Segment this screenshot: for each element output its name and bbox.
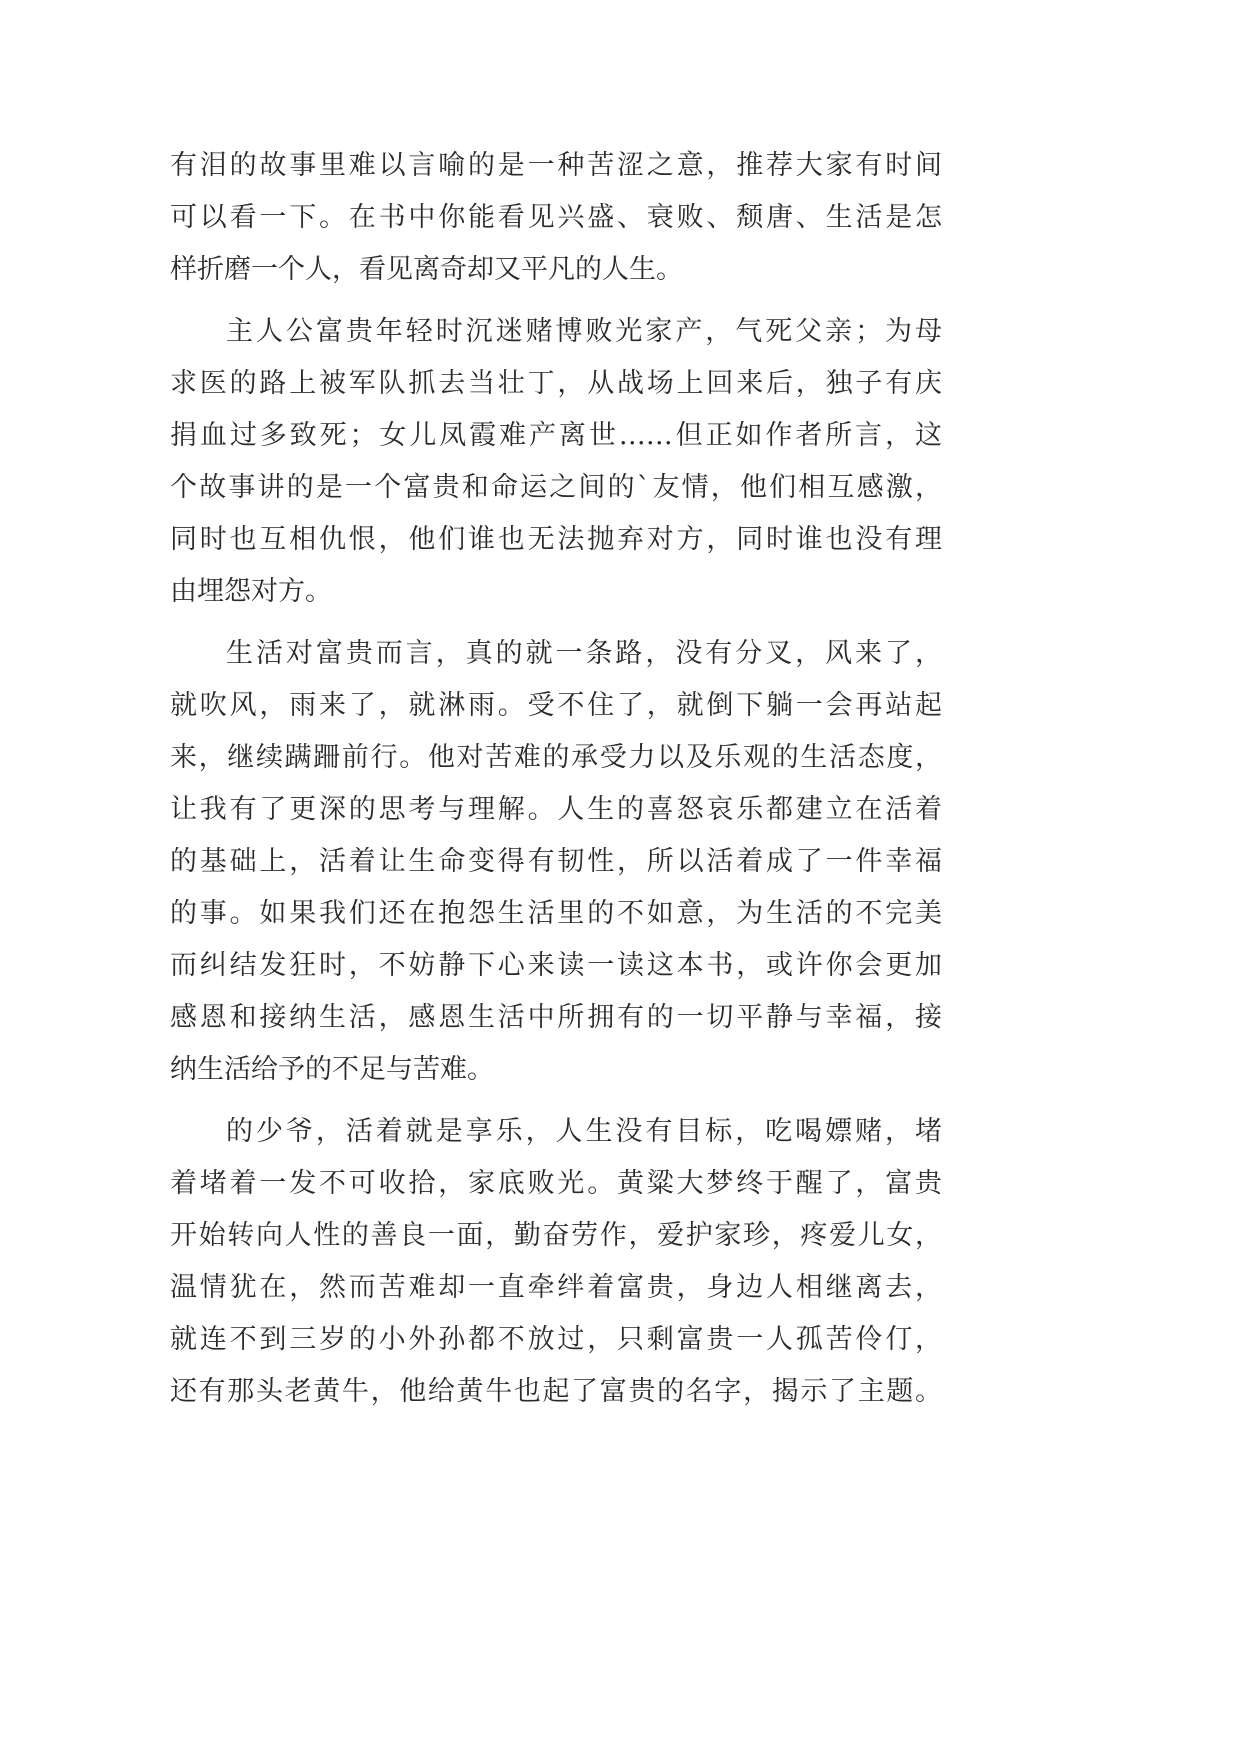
text-line: 开始转向人性的善良一面，勤奋劳作，爱护家珍，疼爱儿女， — [170, 1220, 942, 1251]
text-line: 求医的路上被军队抓去当壮丁，从战场上回来后，独子有庆 — [170, 368, 942, 399]
text-line: 的基础上，活着让生命变得有韧性，所以活着成了一件幸福 — [170, 846, 942, 877]
paragraph — [170, 140, 942, 296]
text-line: 就连不到三岁的小外孙都不放过，只剩富贵一人孤苦伶仃， — [170, 1324, 942, 1355]
text-line: 着堵着一发不可收拾，家底败光。黄粱大梦终于醒了，富贵 — [170, 1168, 942, 1199]
text-line: 样折磨一个人，看见离奇却又平凡的人生。 — [170, 254, 683, 285]
text-line: 捐血过多致死；女儿凤霞难产离世……但正如作者所言，这 — [170, 420, 942, 451]
text-line: 个故事讲的是一个富贵和命运之间的`友情，他们相互感激， — [170, 472, 942, 503]
text-line: 主人公富贵年轻时沉迷赌博败光家产，气死父亲；为母 — [226, 316, 942, 347]
text-line: 还有那头老黄牛，他给黄牛也起了富贵的名字，揭示了主题。 — [170, 1376, 942, 1407]
paragraph — [170, 1106, 942, 1418]
text-line: 由埋怨对方。 — [170, 576, 332, 607]
paragraph — [170, 628, 942, 1096]
text-line: 的事。如果我们还在抱怨生活里的不如意，为生活的不完美 — [170, 898, 942, 929]
document-body — [170, 140, 942, 1418]
text-line: 让我有了更深的思考与理解。人生的喜怒哀乐都建立在活着 — [170, 794, 942, 825]
text-line: 同时也互相仇恨，他们谁也无法抛弃对方，同时谁也没有理 — [170, 524, 942, 555]
text-line: 生活对富贵而言，真的就一条路，没有分叉，风来了， — [226, 638, 942, 669]
text-line: 的少爷，活着就是享乐，人生没有目标，吃喝嫖赌，堵 — [226, 1116, 942, 1147]
text-line: 有泪的故事里难以言喻的是一种苦涩之意，推荐大家有时间 — [170, 150, 942, 181]
text-line: 可以看一下。在书中你能看见兴盛、衰败、颓唐、生活是怎 — [170, 202, 942, 233]
text-line: 温情犹在，然而苦难却一直牵绊着富贵，身边人相继离去， — [170, 1272, 942, 1303]
text-line: 感恩和接纳生活，感恩生活中所拥有的一切平静与幸福，接 — [170, 1002, 942, 1033]
text-line: 来，继续蹒跚前行。他对苦难的承受力以及乐观的生活态度， — [170, 742, 942, 773]
text-line: 而纠结发狂时，不妨静下心来读一读这本书，或许你会更加 — [170, 950, 942, 981]
text-line: 就吹风，雨来了，就淋雨。受不住了，就倒下躺一会再站起 — [170, 690, 942, 721]
paragraph — [170, 306, 942, 618]
text-line: 纳生活给予的不足与苦难。 — [170, 1054, 494, 1085]
